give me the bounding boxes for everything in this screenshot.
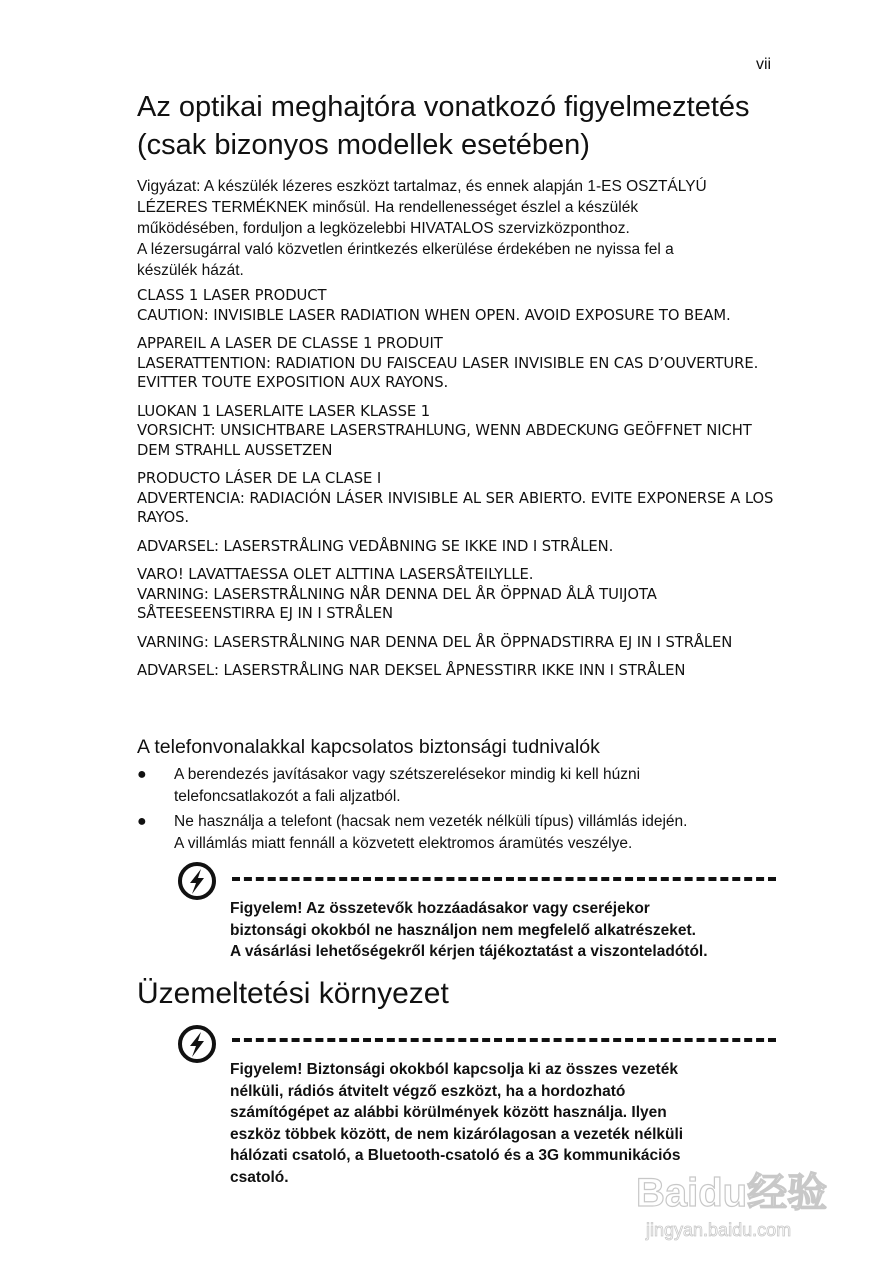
text-line: LUOKAN 1 LASERLAITE LASER KLASSE 1 [137, 402, 431, 420]
text-line: PRODUCTO LÁSER DE LA CLASE I [137, 470, 382, 487]
text-line: működésében, forduljon a legközelebbi HIVATALOS szervizközponthoz. [137, 220, 630, 237]
laser-warnings-multilingual [137, 286, 787, 690]
laser-intro-paragraph [137, 176, 787, 281]
text-line: telefoncsatlakozót a fali aljzatból. [174, 788, 401, 805]
text-line: hálózati csatoló, a Bluetooth-csatoló és a 3G kommunikációs [230, 1147, 681, 1164]
laser-warning-fi-sv [137, 565, 787, 624]
text-line: APPAREIL A LASER DE CLASSE 1 PRODUIT [137, 335, 443, 352]
text-line: A lézersugárral való közvetlen érintkezés elkerülése érdekében ne nyissa fel a [137, 241, 674, 258]
laser-warning-sv [137, 633, 787, 653]
warning-lightning-icon [177, 861, 217, 901]
text-line: VORSICHT: UNSICHTBARE LASERSTRAHLUNG, WENN ABDECKUNG GEÖFFNET NICHT DEM STRAHLL AUSSETZEN [137, 422, 752, 459]
laser-warning-fr [137, 334, 787, 393]
text-line: biztonsági okokból ne használjon nem megfelelő alkatrészeket. [230, 921, 696, 939]
text-line: CAUTION: INVISIBLE LASER RADIATION WHEN OPEN. AVOID EXPOSURE TO BEAM. [137, 306, 731, 324]
laser-warning-en [137, 286, 787, 325]
bullet-icon: ● [137, 766, 147, 783]
text-line: csatoló. [230, 1168, 289, 1186]
dashed-divider [232, 877, 776, 881]
text-line: Vigyázat: A készülék lézeres eszközt tartalmaz, és ennek alapján 1-ES OSZTÁLYÚ [137, 178, 707, 195]
laser-warning-es [137, 469, 787, 528]
text-line: ADVARSEL: LASERSTRÅLING VEDÅBNING SE IKKE IND I STRÅLEN. [137, 537, 614, 555]
watermark-url: jingyan.baidu.com [646, 1220, 792, 1240]
text-line: VARNING: LASERSTRÅLNING NAR DENNA DEL ÅR ÖPPNADSTIRRA EJ IN I STRÅLEN [137, 633, 733, 651]
text-line: VARNING: LASERSTRÅLNING NÅR DENNA DEL ÅR ÖPPNAD ÅLÅ TUIJOTA SÅTEESEENSTIRRA EJ IN I STRÅLEN [137, 585, 657, 622]
page-number: vii [756, 56, 772, 73]
text-line: CLASS 1 LASER PRODUCT [137, 287, 327, 304]
text-line: VARO! LAVATTAESSA OLET ALTTINA LASERSÅTEILYLLE. [137, 566, 534, 583]
text-line: LÉZERES TERMÉKNEK minősül. Ha rendellenességet észlel a készülék [137, 199, 639, 216]
text-line: nélküli, rádiós átvitelt végző eszközt, ha a hordozható [230, 1082, 626, 1100]
text-line: A villámlás miatt fennáll a közvetett elektromos áramütés veszélye. [174, 835, 633, 852]
list-item [137, 811, 777, 855]
text-line: eszköz többek között, de nem kizárólagosan a vezeték nélküli [230, 1125, 684, 1143]
telephone-safety-list [137, 764, 777, 858]
list-item [137, 764, 777, 808]
text-line: ADVERTENCIA: RADIACIÓN LÁSER INVISIBLE AL SER ABIERTO. EVITE EXPONERSE A LOS RAYOS. [137, 489, 774, 526]
text-line: A vásárlási lehetőségekről kérjen tájékoztatást a viszonteladótól. [230, 943, 708, 960]
text-line: Ne használja a telefont (hacsak nem vezeték nélküli típus) villámlás idején. [174, 813, 688, 830]
baidu-jingyan-watermark [636, 1162, 856, 1252]
title-line: (csak bizonyos modellek esetében) [137, 129, 590, 161]
dashed-divider [232, 1038, 776, 1042]
text-line: LASERATTENTION: RADIATION DU FAISCEAU LASER INVISIBLE EN CAS D’OUVERTURE. EVITTER TOUTE EXPOSITION AUX RAYONS. [137, 354, 759, 391]
section-title-telephone: A telefonvonalakkal kapcsolatos biztonsági tudnivalók [137, 736, 600, 758]
text-line: ADVARSEL: LASERSTRÅLING NAR DEKSEL ÅPNESSTIRR IKKE INN I STRÅLEN [137, 662, 686, 679]
warning-components-text [230, 898, 780, 963]
title-line: Az optikai meghajtóra vonatkozó figyelmeztetés [137, 91, 750, 123]
laser-warning-de [137, 402, 787, 461]
text-line: készülék házát. [137, 262, 244, 279]
text-line: Figyelem! Az összetevők hozzáadásakor vagy cseréjekor [230, 900, 650, 917]
text-line: A berendezés javításakor vagy szétszerelésekor mindig ki kell húzni [174, 766, 641, 783]
watermark-brand: Baidu经验 [636, 1171, 828, 1215]
bullet-icon: ● [137, 813, 147, 830]
text-line: számítógépet az alábbi körülmények között használja. Ilyen [230, 1104, 667, 1121]
warning-lightning-icon [177, 1024, 217, 1064]
laser-warning-da [137, 537, 787, 557]
laser-warning-no [137, 661, 787, 681]
section-title-optical-drive [137, 88, 797, 164]
text-line: Figyelem! Biztonsági okokból kapcsolja ki az összes vezeték [230, 1061, 678, 1078]
section-title-operating-environment: Üzemeltetési környezet [137, 977, 449, 1010]
